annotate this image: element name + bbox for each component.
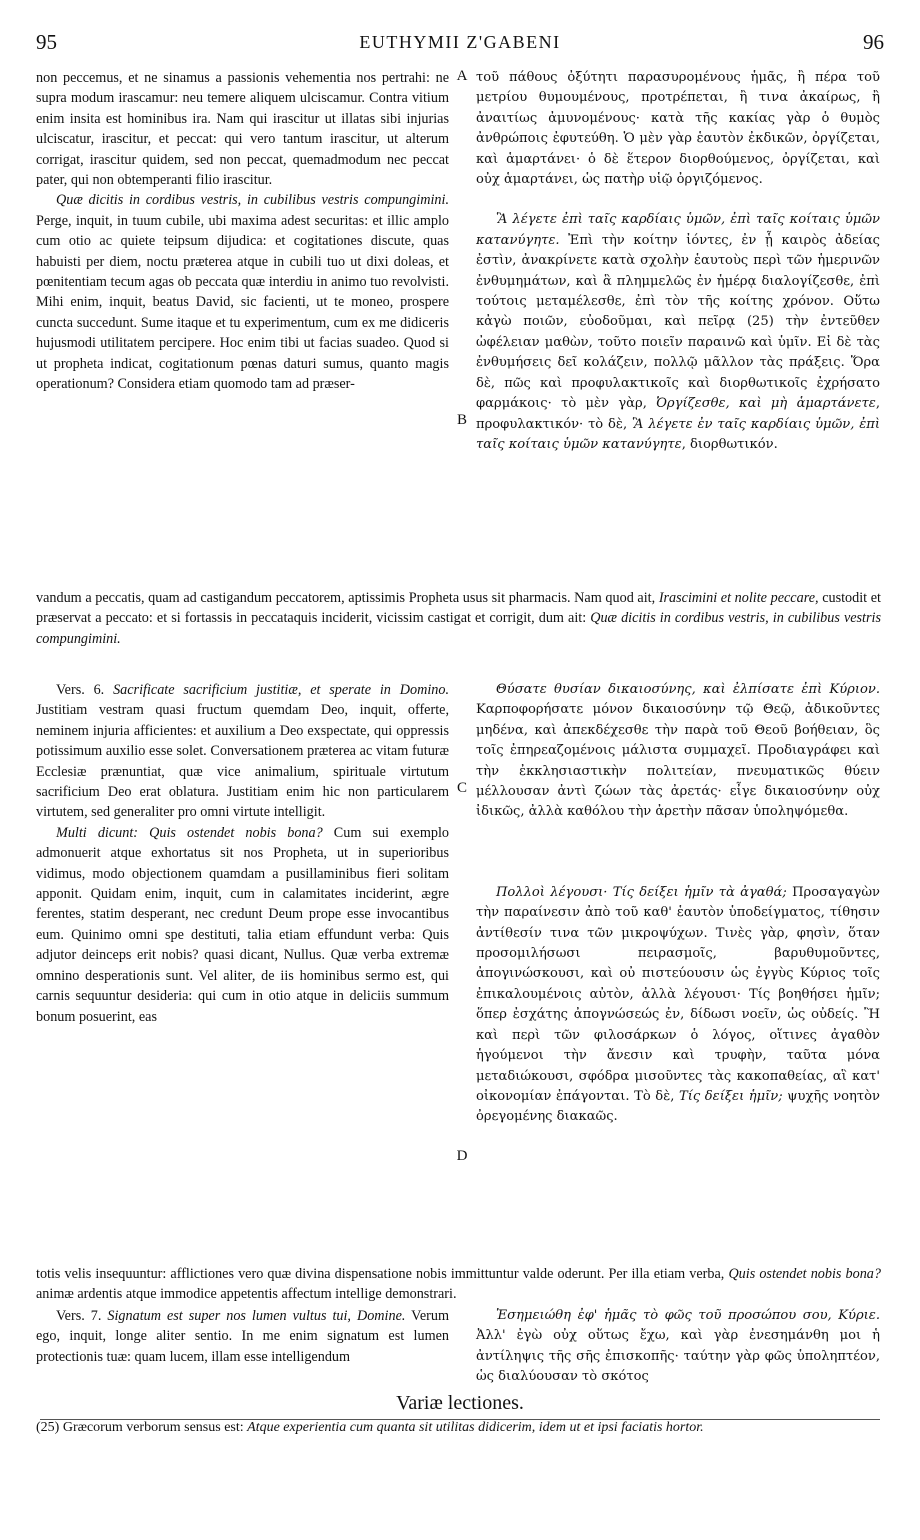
lemma: Θύσατε θυσίαν δικαιοσύνης, καὶ ἐλπίσατε ἐπὶ Κύριον. — [496, 682, 880, 697]
greek-paragraph: Πολλοὶ λέγουσι· Τίς δείξει ἡμῖν τὰ ἀγαθά; Προσαγαγὼν τὴν παραίνεσιν ἀπὸ τοῦ καθ' ἑαυτὸν ὑποδείγματος, τίθησιν ἀντίθεσίν τινα τῶν μικροψύχων. Τινὲς γὰρ, φησὶν, ὅταν προσομιλήσωσι πειρασμοῖς, βαρυθυμοῦντες, ἀπογινώσκουσι, καὶ οὐ πιστεύουσιν ὡς ἐγγὺς Κύριος τοῖς ἐπικαλουμένοις αὐτὸν, ἀλλὰ λέγουσι· Τίς βοηθήσει ἡμῖν; ὅπερ ἐσχάτης ἀπογνώσεώς ἐν, δίδωσι νοεῖν, ὡς οὐδείς. Ἢ καὶ περὶ τῶν φιλοσάρκων ὁ λόγος, οἵτινες ἀγαθὸν ἡγούμενοι τὴν ἄνεσιν καὶ τρυφὴν, ταῦτα μόνα μεταδιώκουσι, σφόδρα μισοῦντες τὰς κακοπαθείας, αἳ κατ' οἰκονομίαν ἐπάγονται. Τὸ δὲ, Τίς δείξει ἡμῖν; ψυχῆς νοητὸν ὀρεγομένης διακαῶς. — [476, 884, 880, 1125]
lemma: Signatum est super nos lumen vultus tui, Domine. — [101, 1308, 406, 1324]
running-header — [36, 30, 884, 58]
footnote-number: (25) — [36, 1420, 60, 1435]
full-width-paragraph: vandum a peccatis, quam ad castigandum peccatorem, aptissimis Propheta usus sit pharmacis. Nam quod ait, Irascimini et nolite peccare, custodit et præservat a peccato: et si fortassis in peccataquis inciderit, vicissim castigat et corrigit, dum ait: Quæ dicitis in cordibus vestris, in cubilibus vestris compungimini. — [36, 590, 881, 647]
margin-marker-b: B — [456, 412, 467, 428]
greek-paragraph: Θύσατε θυσίαν δικαιοσύνης, καὶ ἐλπίσατε ἐπὶ Κύριον. Καρποφορήσατε μόνον δικαιοσύνην τῷ Θεῷ, ἀδικοῦντες μηδένα, καὶ ἀπεκδέχεσθε τὴν παρὰ τοῦ Θεοῦ βοήθειαν, ὃς τοῖς ἐπηρεαζομένοις μάλιστα συμμαχεῖ. Προδιαγράφει καὶ τὴν ἐκκλησιαστικὴν πολιτείαν, πνευματικῶς θύειν μέλλουσαν ἀντὶ ζώων τὰς ἀρετάς· εἶγε δικαιοσύνην οὐχ ἰδικῶς, ἀλλὰ καθόλου τὴν ἀρετὴν πᾶσαν ὑποληψόμεθα. — [476, 682, 880, 820]
verse-label: Vers. 6. — [56, 682, 105, 698]
margin-marker-a: A — [456, 68, 468, 84]
lemma: Ἐσημειώθη ἐφ' ἡμᾶς τὸ φῶς τοῦ προσώπου σου, Κύριε. — [496, 1308, 880, 1323]
greek-column-verse-7 — [476, 1306, 880, 1388]
lemma: Πολλοὶ λέγουσι· Τίς δείξει ἡμῖν τὰ ἀγαθά; — [496, 884, 787, 900]
greek-paragraph: Ἃ λέγετε ἐπὶ ταῖς καρδίαις ὑμῶν, ἐπὶ ταῖς κοίταις ὑμῶν κατανύγητε. Ἐπὶ τὴν κοίτην ἰόντες, ἐν ᾗ καιρὸς ἀδείας ἐστὶν, ἀνακρίνετε κατὰ σχολὴν ἑαυτοὺς περὶ τῶν ἡμερινῶν ἐνθυμημάτων, καὶ ἃ πλημμελῶς ἐν ἡμέρᾳ διαλογίζεσθε, ἐπὶ τούτοις μεταμέλεσθε, ἐπὶ τὸν τῆς κοίτης χρόνον. Οὕτω κἀγὼ ποιῶν, εὐοδοῦμαι, καὶ πεῖρᾳ (25) τὴν ἐντεῦθεν ὠφέλειαν μαθὼν, τοῦτο ποιεῖν παραινῶ καὶ ὑμῖν. Εἰ δὲ τὰς ἐνθυμήσεις δεῖ κολάζειν, πολλῷ μᾶλλον τὰς πράξεις. Ὅρα δὲ, πῶς καὶ προφυλακτικοῖς καὶ διορθωτικοῖς ἐχρήσατο φαρμάκοις· τὸ μὲν γὰρ, Ὀργίζεσθε, καὶ μὴ ἁμαρτάνετε, προφυλακτικόν· τὸ δὲ, Ἃ λέγετε ἐν ταῖς καρδίαις ὑμῶν, ἐπὶ ταῖς κοίταις ὑμῶν κατανύγητε, διορθωτικόν. — [476, 212, 880, 452]
page-number-left: 95 — [36, 30, 57, 54]
running-title: EUTHYMII Z'GABENI — [359, 32, 561, 52]
verse-label: Vers. 7. — [56, 1308, 102, 1324]
lemma: Ἃ λέγετε ἐπὶ ταῖς καρδίαις ὑμῶν, ἐπὶ ταῖς κοίταις ὑμῶν κατανύγητε. — [476, 212, 880, 248]
margin-marker-d: D — [456, 1148, 468, 1164]
margin-marker-c: C — [456, 780, 467, 796]
latin-paragraph: non peccemus, et ne sinamus a passionis vehementia nos pertrahi: ne supra modum irascamur: neu temere aliquem ulciscamur. Contra vitium enim insita est hominibus ira. Nam qui irascitur ut illatas sibi injurias ulciscatur, irascitur, et peccat: qui vero tantum irascitur, ut alterum corrigat, irascitur quidem, sed non peccat, quemadmodum nec peccat pater, qui non obtemperanti filio irascitur. — [36, 70, 449, 189]
latin-paragraph: Quæ dicitis in cordibus vestris, in cubilibus vestris compungimini. Perge, inquit, in tuum cubile, ubi maxima adest securitas: et illic amplo cum otio ac quiete teipsum dijudica: et cogitationes discute, quas habuisti per diem, noctu præterea atque in cubili tuo ut dixi doleas, et pœnitentiam tecum agas ob peccata quæ interdiu in animo tuo revolvisti. Mihi enim, inquit, beatus David, sic facienti, ut te moneo, prospere cuncta succedunt. Sume itaque et tu experimentum, cum ex me didiceris hujusmodi utilitatem percipere. Hoc enim tibi ut facias suadeo. Quod si ut propheta indicat, cogitationum pœnas daturi sumus, quanto magis operationum? Considera etiam quomodo tam ad præser- — [36, 192, 449, 393]
latin-column-top — [36, 68, 449, 395]
lemma: Sacrificate sacrificium justitiæ, et sperate in Domino. — [104, 682, 449, 698]
greek-column-verse-6 — [476, 680, 880, 1128]
latin-paragraph: Multi dicunt: Quis ostendet nobis bona? Cum sui exemplo admonuerit atque exhortatus sit nos Propheta, ut in superioribus vidimus, modo objectionem quamdam a pusillaminibus fieri solitam apponit. Quidam enim, inquit, cum in calamitates inciderint, ægre ferentes, statim desperant, nec credunt Deum prope esse invocantibus eum. Quinimo omni spe destituti, talia etiam effundunt verba: Quis adjutor deinceps erit nobis? quasi dicant, Nullus. Quæ verba extremæ omnino desperationis sunt. Vel aliter, de iis hominibus sermo est, qui carnis sequuntur desideria: qui cum in otio atque in deliciis summum bonum posuerint, eas — [36, 824, 449, 1025]
footnote: (25) Græcorum verborum sensus est: Atque experientia cum quanta sit utilitas didicerim, idem ut et ipsi faciatis hortor. — [36, 1420, 704, 1435]
greek-column-top — [476, 68, 880, 455]
lemma: Quæ dicitis in cordibus vestris, in cubilibus vestris compungimini. — [56, 192, 449, 209]
greek-paragraph: Ἐσημειώθη ἐφ' ἡμᾶς τὸ φῶς τοῦ προσώπου σου, Κύριε. Ἀλλ' ἐγὼ οὐχ οὕτως ἔχω, καὶ γὰρ ἐνεσημάνθη μοι ἡ ἀντίληψις τῆς σῆς ἐπισκοπῆς· ταύτην γὰρ φῶς ὑποληπτέον, ὡς διαλύουσαν τὸ σκότος — [476, 1308, 880, 1385]
page-number-right: 96 — [863, 30, 884, 54]
full-width-paragraph: totis velis insequuntur: afflictiones vero quæ divina dispensatione nobis immittuntur valde oderunt. Per illa etiam verba, Quis ostendet nobis bona? animæ ardentis atque immodice appetentis affectum intellige demonstrari. — [36, 1266, 881, 1303]
latin-column-verse-7 — [36, 1306, 449, 1367]
latin-paragraph: Vers. 7. Signatum est super nos lumen vultus tui, Domine. Verum ego, inquit, longe aliter sentio. In me enim signatum est lumen protectionis tuæ: quam lucem, illam esse intelligendum — [36, 1308, 449, 1365]
greek-paragraph: τοῦ πάθους ὀξύτητι παρασυρομένους ἡμᾶς, ἢ πέρα τοῦ μετρίου θυμουμένους, προτρέπεται, ἢ τινα ἀκαίρως, ἢ ἀναιτίως ἀμυνομένους· κατὰ τῆς κακίας γὰρ ὁ θυμὸς ἀνθρώποις ἐφυτεύθη. Ὁ μὲν γὰρ ἑαυτὸν ἐκδικῶν, ὀργίζεται, καὶ ἁμαρτάνει· ὁ δὲ ἕτερον διορθούμενος, ὀργίζεται, καὶ οὐχ ἁμαρτάνει, ὡς πατὴρ υἱῷ ὀργιζόμενος. — [476, 70, 880, 188]
lemma: Multi dicunt: Quis ostendet nobis bona? — [56, 824, 323, 841]
latin-column-verse-6 — [36, 680, 449, 1027]
latin-paragraph: Vers. 6. Sacrificate sacrificium justitiæ, et sperate in Domino. Justitiam vestram quasi fructum quemdam Deo, inquit, offerte, neminem injuria afficientes: et auxilium a Deo exspectate, qui oppressis potissimum auxilio esse solet. Conversationem præterea ac vitam futuræ Ecclesiæ prænuntiat, quæ vice animalium, spirituale virtutum sacrificium Deo erat oblatura. Justitiam enim hic non particularem virtutem, sed generaliter pro omni virtute intelligit. — [36, 682, 449, 821]
variae-lectiones-heading: Variæ lectiones. — [396, 1392, 524, 1414]
